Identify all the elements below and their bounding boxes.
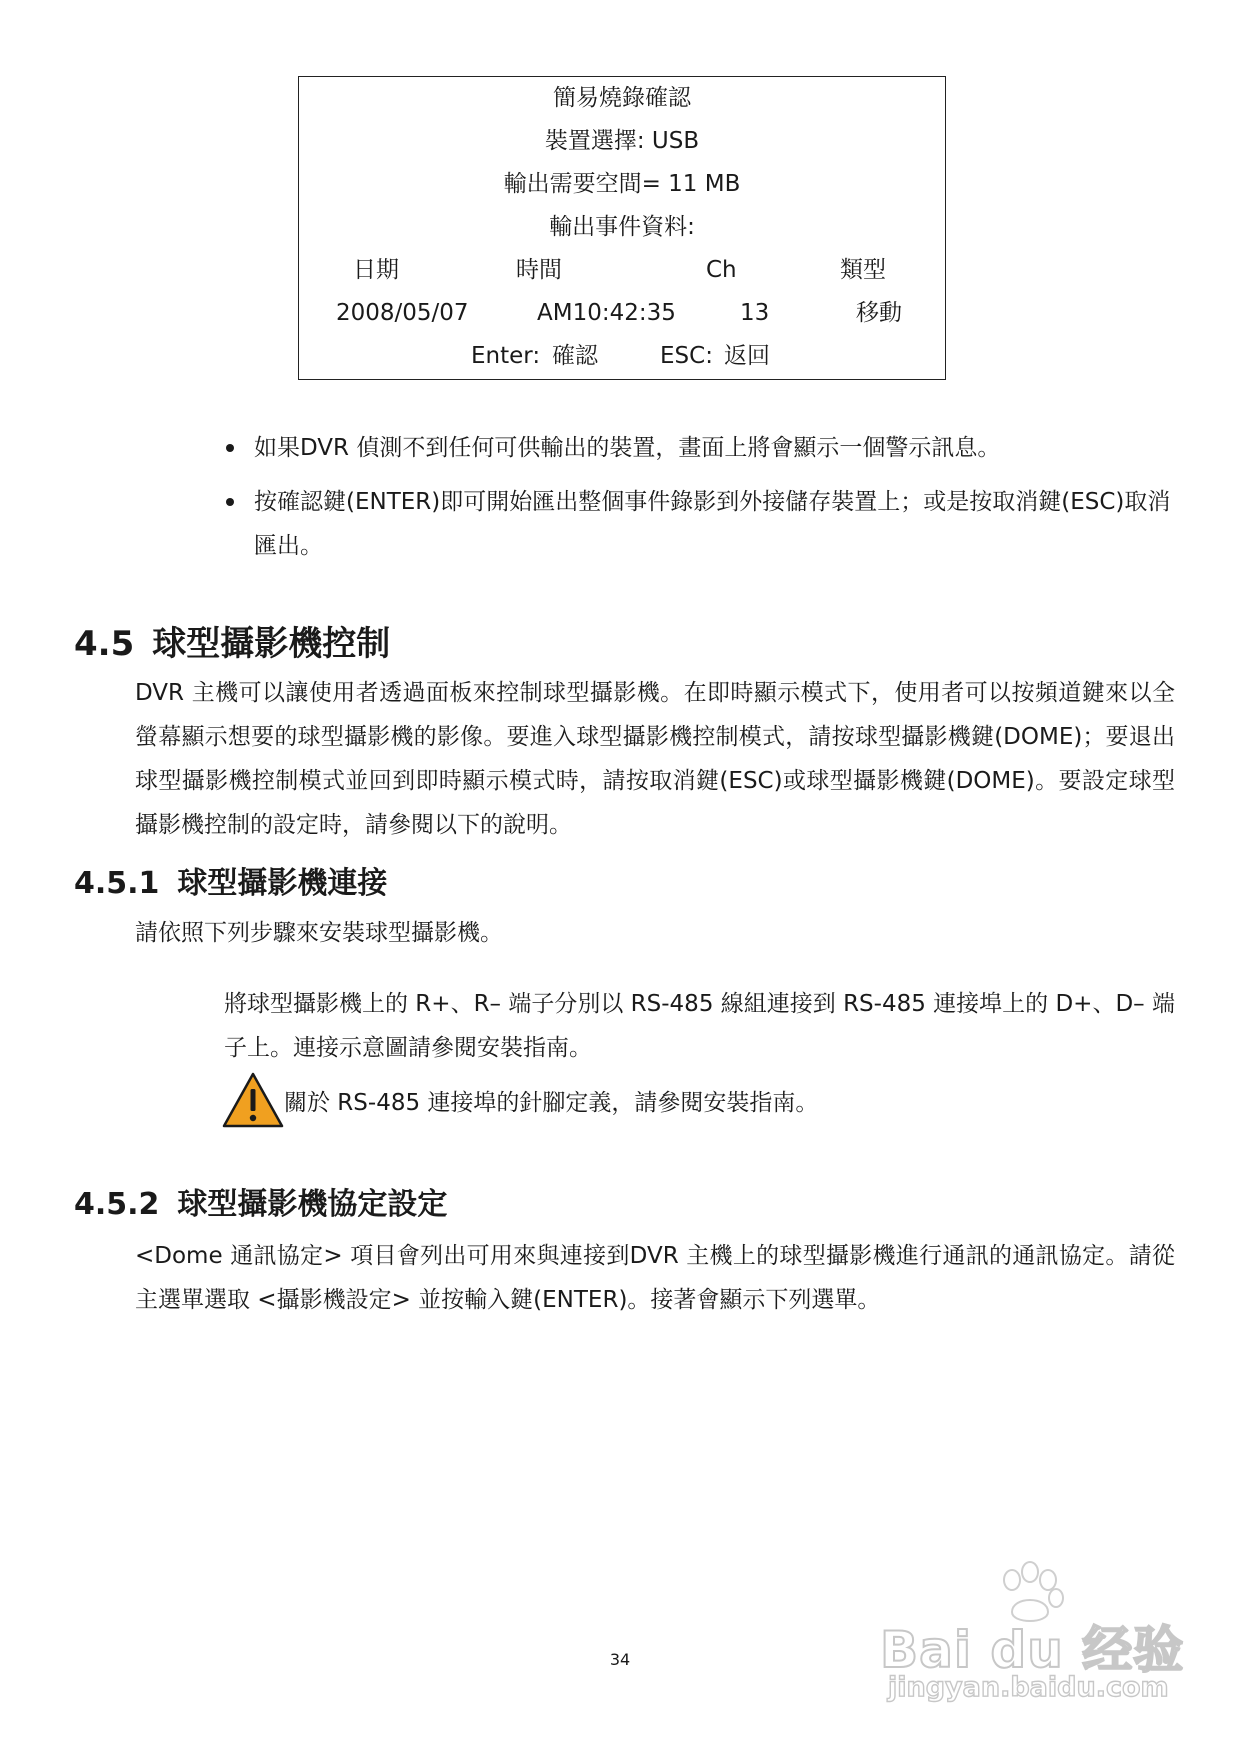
- section-4-5-1-heading: [74, 864, 387, 904]
- dialog-title: 簡易燒錄確認: [553, 85, 691, 111]
- section-number: 4.5: [74, 624, 135, 664]
- section-title: 球型攝影機控制: [152, 624, 391, 664]
- event-type: 移動: [856, 300, 902, 326]
- note-list: [226, 426, 1176, 578]
- required-space: 輸出需要空間= 11 MB: [503, 171, 741, 197]
- section-4-5-2-body: <Dome 通訊協定> 項目會列出可用來與連接到DVR 主機上的球型攝影機進行通訊的通訊協定。請從主選單選取 <攝影機設定> 並按輸入鍵(ENTER)。接著會顯示下列選單。: [135, 1243, 1175, 1313]
- device-selection: 裝置選擇: USB: [544, 128, 700, 154]
- section-4-5-1-intro: 請依照下列步驟來安裝球型攝影機。: [135, 920, 503, 946]
- event-time: AM10:42:35: [537, 300, 676, 326]
- event-ch: 13: [740, 300, 770, 326]
- esc-action[interactable]: 返回: [724, 343, 770, 369]
- bullet-text: 如果DVR 偵測不到任何可供輸出的裝置，畫面上將會顯示一個警示訊息。: [254, 435, 1001, 461]
- header-type: 類型: [840, 257, 886, 283]
- watermark-brand: Bai du 经验: [880, 1621, 1185, 1679]
- bullet-dot: [226, 498, 234, 506]
- warning-text: 關於 RS-485 連接埠的針腳定義，請參閱安裝指南。: [284, 1089, 819, 1116]
- enter-key-label: Enter:: [471, 343, 541, 369]
- section-title: 球型攝影機連接: [177, 866, 388, 901]
- bullet-dot: [226, 444, 234, 452]
- burn-confirm-dialog: [298, 76, 946, 380]
- watermark-url: jingyan.baidu.com: [888, 1672, 1169, 1703]
- connection-step: 將球型攝影機上的 R+、R– 端子分別以 RS-485 線組連接到 RS-485 連接埠上的 D+、D– 端子上。連接示意圖請參閱安裝指南。: [224, 991, 1175, 1061]
- list-item: [226, 480, 1176, 568]
- section-title: 球型攝影機協定設定: [177, 1187, 448, 1222]
- baidu-watermark: [880, 1560, 1210, 1710]
- list-item: [226, 426, 1176, 470]
- section-number: 4.5.2: [74, 1187, 160, 1222]
- event-date: 2008/05/07: [336, 300, 469, 326]
- header-date: 日期: [353, 257, 399, 283]
- warning-note: [222, 1072, 818, 1128]
- warning-icon: [222, 1072, 284, 1128]
- section-number: 4.5.1: [74, 866, 160, 901]
- section-4-5-heading: [74, 622, 390, 666]
- section-4-5-body: DVR 主機可以讓使用者透過面板來控制球型攝影機。在即時顯示模式下，使用者可以按頻道鍵來以全螢幕顯示想要的球型攝影機的影像。要進入球型攝影機控制模式，請按球型攝影機鍵(DOME)；要退出球型攝影機控制模式並回到即時顯示模式時，請按取消鍵(ESC)或球型攝影機鍵(DOME)。要設定球型攝影機控制的設定時，請參閱以下的說明。: [135, 680, 1175, 838]
- esc-key-label: ESC:: [660, 343, 713, 369]
- section-4-5-2-heading: [74, 1185, 447, 1225]
- bullet-text: 按確認鍵(ENTER)即可開始匯出整個事件錄影到外接儲存裝置上；或是按取消鍵(ESC)取消匯出。: [254, 489, 1171, 559]
- page-number: 34: [609, 1650, 631, 1669]
- header-ch: Ch: [706, 257, 737, 283]
- enter-action[interactable]: 確認: [552, 343, 598, 369]
- header-time: 時間: [516, 257, 562, 283]
- event-data-label: 輸出事件資料:: [549, 214, 695, 240]
